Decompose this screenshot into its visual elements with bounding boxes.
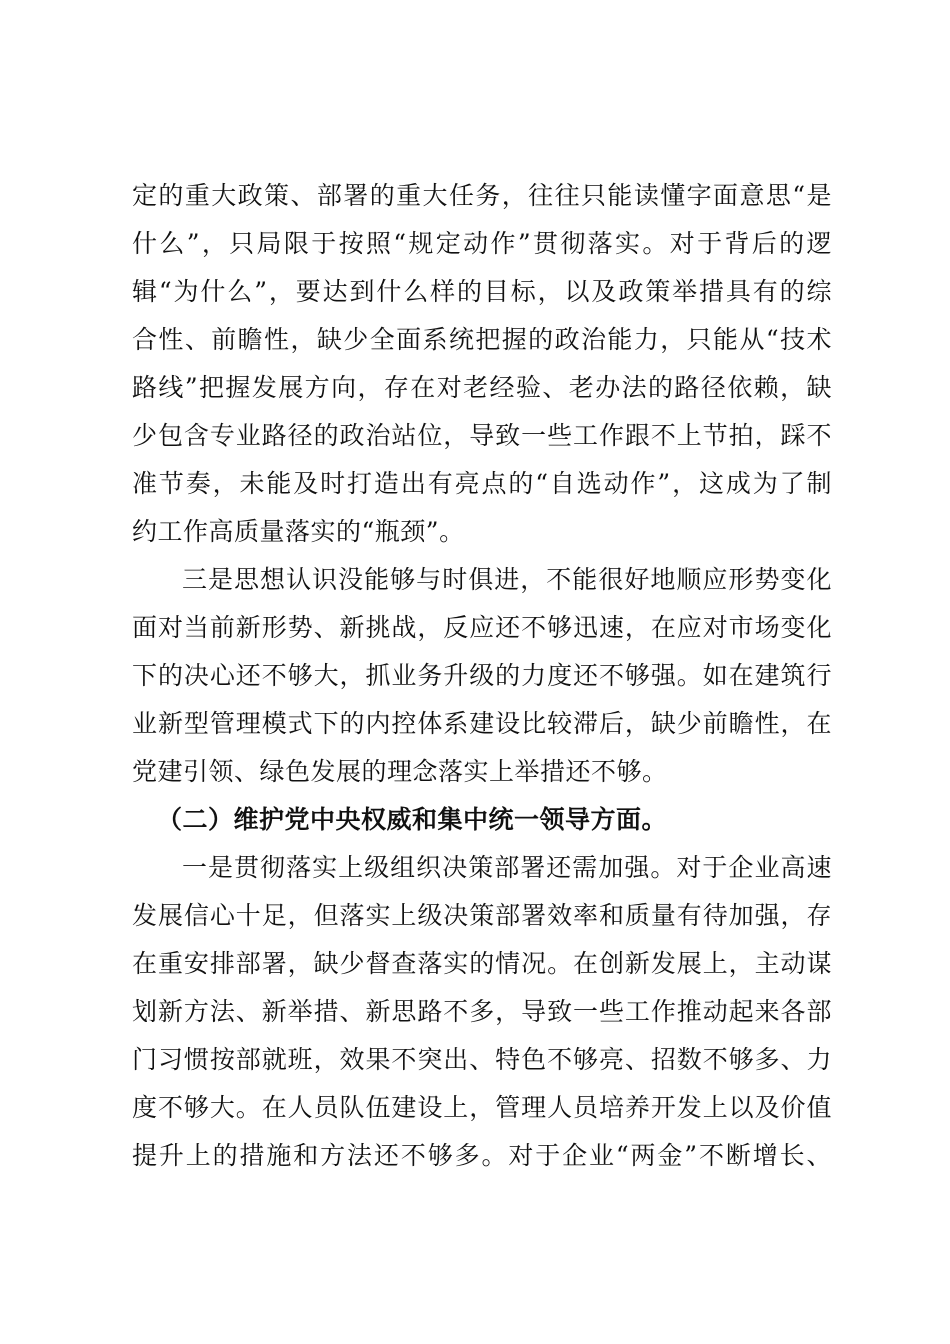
text-line: 准节奏，未能及时打造出有亮点的“自选动作”，这成为了制 bbox=[132, 469, 832, 498]
text-line: 在重安排部署，缺少督查落实的情况。在创新发展上，主动谋 bbox=[132, 949, 832, 978]
text-line: 业新型管理模式下的内控体系建设比较滞后，缺少前瞻性，在 bbox=[132, 709, 832, 738]
text-line: 什么”，只局限于按照“规定动作”贯彻落实。对于背后的逻 bbox=[132, 229, 832, 258]
text-line: 约工作高质量落实的“瓶颈”。 bbox=[132, 517, 465, 546]
section-heading: （二）维护党中央权威和集中统一领导方面。 bbox=[157, 805, 668, 834]
text-line: 合性、前瞻性，缺少全面系统把握的政治能力，只能从“技术 bbox=[132, 325, 832, 354]
text-line: 下的决心还不够大，抓业务升级的力度还不够强。如在建筑行 bbox=[132, 661, 832, 690]
text-line: 度不够大。在人员队伍建设上，管理人员培养开发上以及价值 bbox=[132, 1093, 832, 1122]
text-line: 路线”把握发展方向，存在对老经验、老办法的路径依赖，缺 bbox=[132, 373, 832, 402]
paragraph-start-line: 一是贯彻落实上级组织决策部署还需加强。对于企业高速 bbox=[182, 853, 832, 882]
paragraph-start-line: 三是思想认识没能够与时俱进，不能很好地顺应形势变化 bbox=[182, 565, 832, 594]
text-line: 发展信心十足，但落实上级决策部署效率和质量有待加强，存 bbox=[132, 901, 832, 930]
text-line: 提升上的措施和方法还不够多。对于企业“两金”不断增长、 bbox=[132, 1141, 832, 1170]
text-line: 划新方法、新举措、新思路不多，导致一些工作推动起来各部 bbox=[132, 997, 832, 1026]
text-line: 定的重大政策、部署的重大任务，往往只能读懂字面意思“是 bbox=[132, 181, 832, 210]
document-body bbox=[132, 172, 832, 1180]
text-line: 面对当前新形势、新挑战，反应还不够迅速，在应对市场变化 bbox=[132, 613, 832, 642]
text-line: 门习惯按部就班，效果不突出、特色不够亮、招数不够多、力 bbox=[132, 1045, 832, 1074]
text-line: 党建引领、绿色发展的理念落实上举措还不够。 bbox=[132, 757, 668, 786]
text-line: 少包含专业路径的政治站位，导致一些工作跟不上节拍，踩不 bbox=[132, 421, 832, 450]
text-line: 辑“为什么”，要达到什么样的目标，以及政策举措具有的综 bbox=[132, 277, 832, 306]
